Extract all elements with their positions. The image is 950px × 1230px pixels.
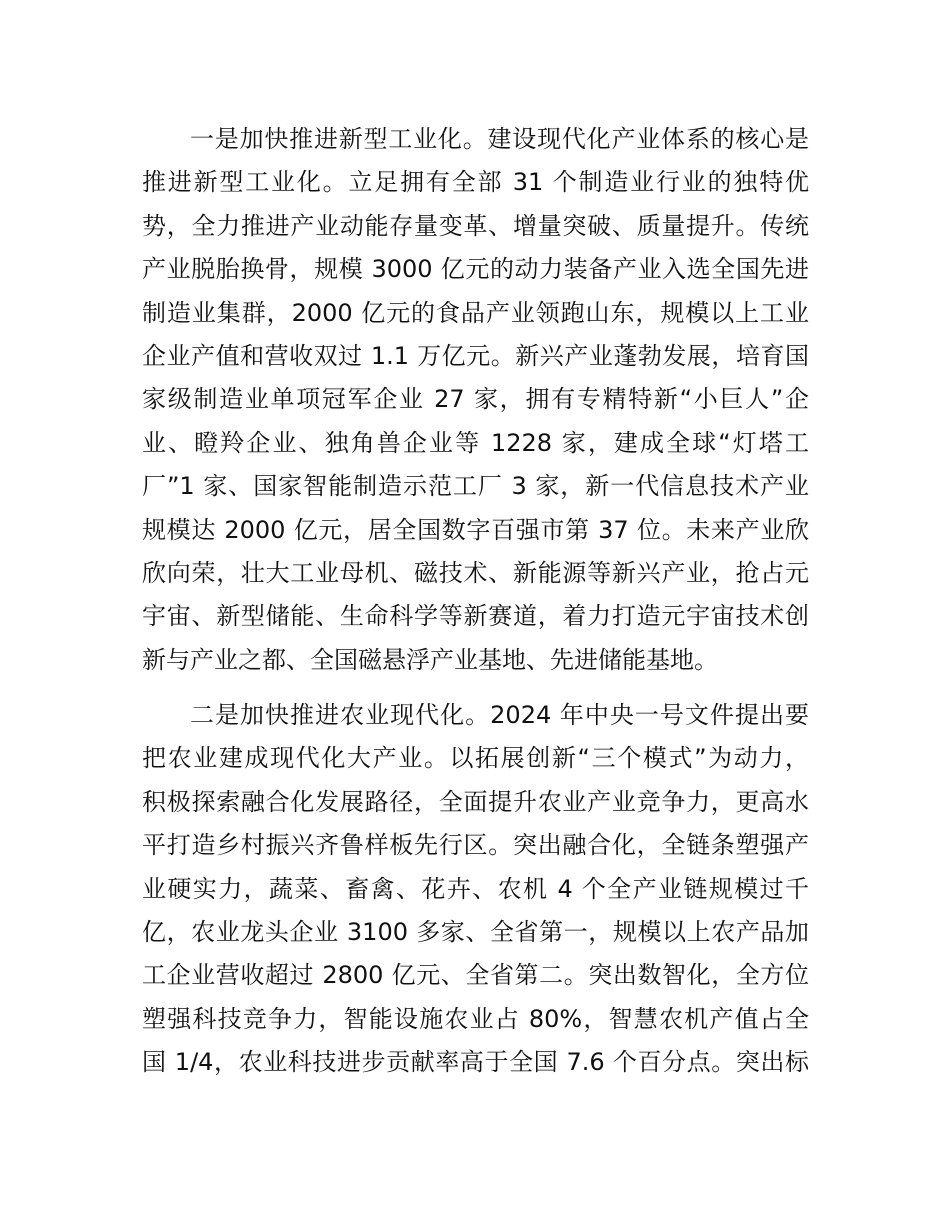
text-line: 工企业营收超过 2800 亿元、全省第二。突出数智化，全方位 [142, 961, 809, 990]
text-line: 平打造乡村振兴齐鲁样板先行区。突出融合化，全链条塑强产 [142, 831, 809, 860]
text-line: 国 1/4，农业科技进步贡献率高于全国 7.6 个百分点。突出标 [142, 1048, 809, 1077]
text-line: 家级制造业单项冠军企业 27 家，拥有专精特新“小巨人”企 [142, 385, 809, 414]
text-line: 欣向荣，壮大工业母机、磁技术、新能源等新兴产业，抢占元 [142, 558, 809, 587]
text-line: 业硬实力，蔬菜、畜禽、花卉、农机 4 个全产业链规模过千 [142, 874, 809, 903]
text-line: 产业脱胎换骨，规模 3000 亿元的动力装备产业入选全国先进 [142, 255, 809, 284]
text-line: 二是加快推进农业现代化。2024 年中央一号文件提出要 [190, 701, 809, 729]
paragraph-agriculture [142, 694, 809, 1085]
text-line: 积极探索融合化发展路径，全面提升农业产业竞争力，更高水 [142, 787, 809, 816]
text-line: 推进新型工业化。立足拥有全部 31 个制造业行业的独特优 [142, 168, 809, 197]
text-line: 制造业集群，2000 亿元的食品产业领跑山东，规模以上工业 [142, 298, 809, 327]
paragraph-industrialization [142, 118, 809, 682]
text-line: 亿，农业龙头企业 3100 多家、全省第一，规模以上农产品加 [142, 917, 809, 946]
text-line: 一是加快推进新型工业化。建设现代化产业体系的核心是 [190, 125, 809, 153]
text-line: 企业产值和营收双过 1.1 万亿元。新兴产业蓬勃发展，培育国 [142, 341, 809, 370]
text-line: 宇宙、新型储能、生命科学等新赛道，着力打造元宇宙技术创 [142, 602, 809, 631]
text-line: 新与产业之都、全国磁悬浮产业基地、先进储能基地。 [142, 645, 718, 674]
text-line: 规模达 2000 亿元，居全国数字百强市第 37 位。未来产业欣 [142, 515, 809, 544]
text-line: 把农业建成现代化大产业。以拓展创新“三个模式”为动力， [142, 744, 809, 773]
text-line: 业、瞪羚企业、独角兽企业等 1228 家，建成全球“灯塔工 [142, 428, 809, 457]
text-line: 塑强科技竞争力，智能设施农业占 80%，智慧农机产值占全 [142, 1004, 809, 1033]
text-line: 厂”1 家、国家智能制造示范工厂 3 家，新一代信息技术产业 [142, 472, 809, 501]
text-line: 势，全力推进产业动能存量变革、增量突破、质量提升。传统 [142, 211, 809, 240]
